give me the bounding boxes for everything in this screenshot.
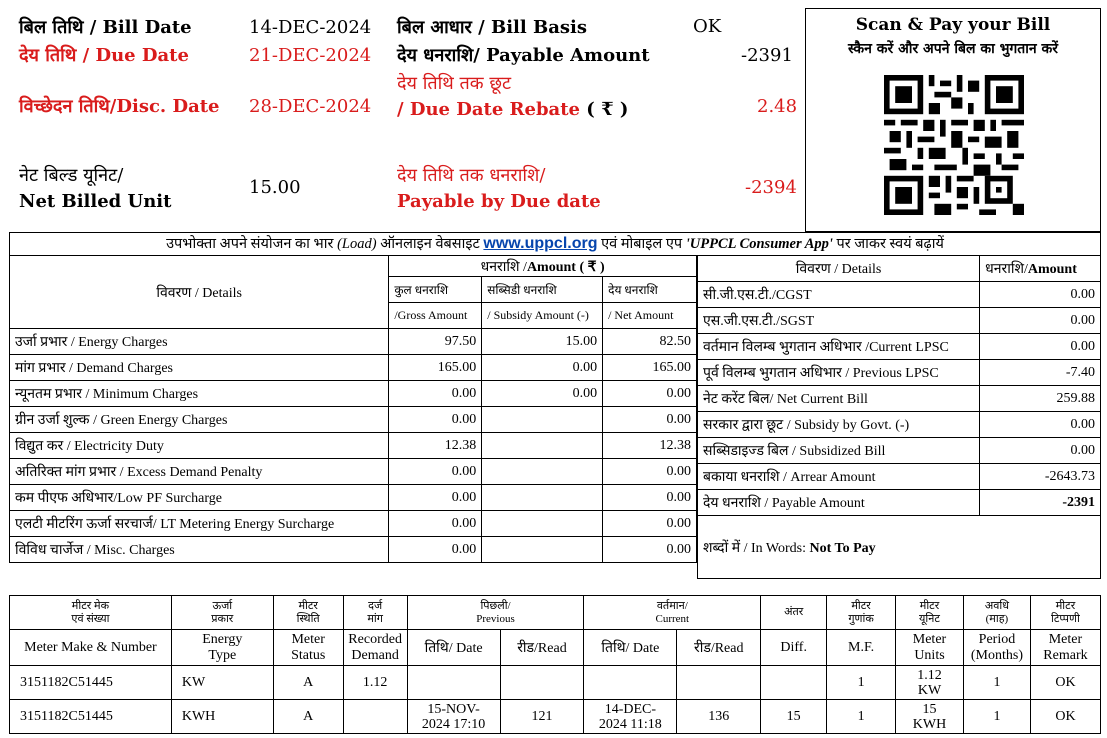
bill-basis-label: बिल आधार / Bill Basis bbox=[397, 17, 587, 38]
charge-row bbox=[10, 381, 697, 407]
summary-value: 0.00 bbox=[980, 282, 1101, 308]
charge-gross: 12.38 bbox=[389, 433, 482, 459]
meter-prev-date: 15-NOV- 2024 17:10 bbox=[407, 700, 500, 734]
meter-mf: 1 bbox=[827, 700, 896, 734]
summary-label: नेट करेंट बिल/ Net Current Bill bbox=[698, 386, 980, 412]
meter-header-read: रीड/Read bbox=[677, 630, 761, 666]
charge-label: उर्जा प्रभार / Energy Charges bbox=[10, 329, 389, 355]
summary-label: बकाया धनराशि / Arrear Amount bbox=[698, 464, 980, 490]
net-billed-unit-label-hi: नेट बिल्ड यूनिट/ bbox=[19, 165, 124, 186]
rupee-header: ( ₹ ) bbox=[579, 259, 605, 275]
qr-section bbox=[805, 8, 1101, 232]
charges-table bbox=[9, 255, 697, 563]
meter-type: KWH bbox=[171, 700, 273, 734]
charge-label: विद्युत कर / Electricity Duty bbox=[10, 433, 389, 459]
meter-header-date: तिथि/ Date bbox=[584, 630, 677, 666]
charge-row bbox=[10, 433, 697, 459]
disc-date-value: 28-DEC-2024 bbox=[249, 96, 372, 117]
charge-net: 82.50 bbox=[603, 329, 697, 355]
meter-header-en: Meter Units bbox=[896, 630, 964, 666]
summary-value: 0.00 bbox=[980, 308, 1101, 334]
meter-remark: OK bbox=[1030, 700, 1100, 734]
qr-code-icon[interactable] bbox=[884, 75, 1024, 215]
payable-amount-value: -2391 bbox=[741, 45, 793, 66]
banner-mid: ऑनलाइन वेबसाइट bbox=[380, 236, 480, 252]
meter-number: 3151182C51445 bbox=[10, 700, 172, 734]
charge-net: 0.00 bbox=[603, 407, 697, 433]
meter-header-hi: मीटर गुणांक bbox=[827, 596, 896, 630]
subsidy-header-en: / Subsidy Amount (-) bbox=[482, 303, 603, 329]
charge-gross: 0.00 bbox=[389, 485, 482, 511]
meter-header-hi: मीटर टिप्पणी bbox=[1030, 596, 1100, 630]
meter-demand bbox=[343, 700, 407, 734]
amount-header-en: Amount bbox=[526, 259, 576, 275]
net-header-hi: देय धनराशि bbox=[603, 277, 697, 303]
payable-by-due-label-en: Payable by Due date bbox=[397, 191, 601, 212]
charge-net: 0.00 bbox=[603, 381, 697, 407]
meter-curr-read bbox=[677, 666, 761, 700]
rupee-symbol: ( ₹ ) bbox=[586, 99, 629, 120]
meter-type: KW bbox=[171, 666, 273, 700]
bill-basis-value: OK bbox=[693, 16, 722, 37]
meter-header-en: Energy Type bbox=[171, 630, 273, 666]
meter-prev-date bbox=[407, 666, 500, 700]
net-billed-unit-label-en: Net Billed Unit bbox=[19, 191, 172, 212]
meter-header-hi: अंतर bbox=[761, 596, 827, 630]
charge-row bbox=[10, 537, 697, 563]
charge-subsidy bbox=[482, 511, 603, 537]
summary-value: 0.00 bbox=[980, 334, 1101, 360]
qr-title: Scan & Pay your Bill bbox=[855, 15, 1051, 35]
meter-header-en: Meter Status bbox=[273, 630, 343, 666]
charge-gross: 0.00 bbox=[389, 537, 482, 563]
due-date-value: 21-DEC-2024 bbox=[249, 45, 372, 66]
charge-subsidy bbox=[482, 485, 603, 511]
charge-gross: 0.00 bbox=[389, 381, 482, 407]
charge-gross: 0.00 bbox=[389, 459, 482, 485]
charge-gross: 97.50 bbox=[389, 329, 482, 355]
meter-table bbox=[9, 595, 1101, 734]
charge-gross: 0.00 bbox=[389, 407, 482, 433]
meter-header-en: Recorded Demand bbox=[343, 630, 407, 666]
amount-header-hi: धनराशि / bbox=[480, 259, 527, 275]
net-billed-unit-value: 15.00 bbox=[249, 177, 301, 198]
meter-units: 15 KWH bbox=[896, 700, 964, 734]
charge-row bbox=[10, 407, 697, 433]
charge-subsidy: 15.00 bbox=[482, 329, 603, 355]
due-date-label: देय तिथि / Due Date bbox=[19, 45, 189, 66]
in-words-value: Not To Pay bbox=[809, 540, 876, 556]
rebate-value: 2.48 bbox=[757, 96, 798, 117]
banner-mid2: एवं मोबाइल एप bbox=[601, 236, 683, 252]
meter-row bbox=[10, 700, 1101, 734]
charges-amount-header bbox=[389, 256, 697, 277]
meter-prev-read bbox=[500, 666, 584, 700]
charge-subsidy bbox=[482, 407, 603, 433]
meter-remark: OK bbox=[1030, 666, 1100, 700]
meter-number: 3151182C51445 bbox=[10, 666, 172, 700]
summary-row bbox=[698, 438, 1101, 464]
charge-label: न्यूनतम प्रभार / Minimum Charges bbox=[10, 381, 389, 407]
charge-net: 0.00 bbox=[603, 459, 697, 485]
summary-value: -2391 bbox=[980, 490, 1101, 516]
bill-summary bbox=[9, 8, 805, 232]
charge-gross: 165.00 bbox=[389, 355, 482, 381]
summary-value: 259.88 bbox=[980, 386, 1101, 412]
meter-header-hi: ऊर्जा प्रकार bbox=[171, 596, 273, 630]
summary-label: एस.जी.एस.टी./SGST bbox=[698, 308, 980, 334]
charge-net: 0.00 bbox=[603, 485, 697, 511]
charge-row bbox=[10, 485, 697, 511]
meter-header-date: तिथि/ Date bbox=[407, 630, 500, 666]
charge-row bbox=[10, 511, 697, 537]
summary-label: पूर्व विलम्ब भुगतान अधिभार / Previous LPSC bbox=[698, 360, 980, 386]
summary-row bbox=[698, 464, 1101, 490]
summary-label: सी.जी.एस.टी./CGST bbox=[698, 282, 980, 308]
charge-label: कम पीएफ अधिभार/Low PF Surcharge bbox=[10, 485, 389, 511]
charge-net: 165.00 bbox=[603, 355, 697, 381]
banner-pre: उपभोक्ता अपने संयोजन का भार bbox=[166, 236, 334, 252]
rebate-label-en-text: / Due Date Rebate bbox=[397, 99, 580, 120]
payable-by-due-value: -2394 bbox=[745, 177, 797, 198]
meter-row bbox=[10, 666, 1101, 700]
rebate-label-en bbox=[397, 99, 628, 121]
charge-subsidy bbox=[482, 537, 603, 563]
charge-subsidy bbox=[482, 433, 603, 459]
summary-amount-header-hi: धनराशि/ bbox=[985, 262, 1028, 277]
in-words bbox=[698, 516, 1101, 579]
meter-header-hi: मीटर मेक एवं संख्या bbox=[10, 596, 172, 630]
meter-diff bbox=[761, 666, 827, 700]
meter-mf: 1 bbox=[827, 666, 896, 700]
rebate-label-hi: देय तिथि तक छूट bbox=[397, 73, 512, 94]
charge-net: 12.38 bbox=[603, 433, 697, 459]
summary-table bbox=[697, 255, 1101, 579]
charges-details-header: विवरण / Details bbox=[10, 256, 389, 329]
meter-header-en: M.F. bbox=[827, 630, 896, 666]
meter-header-en: Meter Make & Number bbox=[10, 630, 172, 666]
bill-date-value: 14-DEC-2024 bbox=[249, 17, 372, 38]
charge-label: अतिरिक्त मांग प्रभार / Excess Demand Penalty bbox=[10, 459, 389, 485]
gross-header-hi: कुल धनराशि bbox=[389, 277, 482, 303]
charge-net: 0.00 bbox=[603, 537, 697, 563]
meter-demand: 1.12 bbox=[343, 666, 407, 700]
charge-gross: 0.00 bbox=[389, 511, 482, 537]
charge-label: विविध चार्जेज / Misc. Charges bbox=[10, 537, 389, 563]
summary-row bbox=[698, 282, 1101, 308]
meter-header-hi: पिछली/ Previous bbox=[407, 596, 584, 630]
banner-post: पर जाकर स्वयं बढ़ायें bbox=[836, 236, 944, 252]
meter-header-hi: दर्ज मांग bbox=[343, 596, 407, 630]
meter-header-en: Diff. bbox=[761, 630, 827, 666]
subsidy-header-hi: सब्सिडी धनराशि bbox=[482, 277, 603, 303]
qr-subtitle: स्कैन करें और अपने बिल का भुगतान करें bbox=[847, 41, 1059, 57]
summary-row bbox=[698, 360, 1101, 386]
bill-date-label: बिल तिथि / Bill Date bbox=[19, 17, 192, 38]
meter-prev-read: 121 bbox=[500, 700, 584, 734]
meter-status: A bbox=[273, 700, 343, 734]
in-words-label: शब्दों में / In Words: bbox=[703, 540, 807, 556]
gross-header-en: /Gross Amount bbox=[389, 303, 482, 329]
summary-details-header: विवरण / Details bbox=[698, 256, 980, 282]
load-banner bbox=[9, 232, 1101, 256]
summary-value: -7.40 bbox=[980, 360, 1101, 386]
summary-row bbox=[698, 412, 1101, 438]
meter-header-hi: मीटर यूनिट bbox=[896, 596, 964, 630]
summary-label: सब्सिडाइज्ड बिल / Subsidized Bill bbox=[698, 438, 980, 464]
summary-value: -2643.73 bbox=[980, 464, 1101, 490]
meter-header-hi: मीटर स्थिति bbox=[273, 596, 343, 630]
meter-diff: 15 bbox=[761, 700, 827, 734]
meter-curr-read: 136 bbox=[677, 700, 761, 734]
meter-header-read: रीड/Read bbox=[500, 630, 584, 666]
charge-row bbox=[10, 355, 697, 381]
banner-load: (Load) bbox=[337, 236, 377, 252]
summary-amount-header bbox=[980, 256, 1101, 282]
uppcl-link[interactable]: www.uppcl.org bbox=[483, 235, 598, 252]
charge-label: ग्रीन उर्जा शुल्क / Green Energy Charges bbox=[10, 407, 389, 433]
summary-row bbox=[698, 308, 1101, 334]
summary-value: 0.00 bbox=[980, 438, 1101, 464]
payable-by-due-label-hi: देय तिथि तक धनराशि/ bbox=[397, 165, 546, 186]
meter-header-hi: अवधि (माह) bbox=[963, 596, 1030, 630]
payable-amount-label: देय धनराशि/ Payable Amount bbox=[397, 45, 650, 66]
meter-header-hi: वर्तमान/ Current bbox=[584, 596, 761, 630]
charge-label: मांग प्रभार / Demand Charges bbox=[10, 355, 389, 381]
charge-subsidy bbox=[482, 459, 603, 485]
meter-header-en: Period (Months) bbox=[963, 630, 1030, 666]
banner-app: 'UPPCL Consumer App' bbox=[685, 236, 833, 252]
disc-date-label: विच्छेदन तिथि/Disc. Date bbox=[19, 96, 220, 117]
summary-label: देय धनराशि / Payable Amount bbox=[698, 490, 980, 516]
charge-label: एलटी मीटरिंग ऊर्जा सरचार्ज/ LT Metering Energy Surcharge bbox=[10, 511, 389, 537]
meter-period: 1 bbox=[963, 666, 1030, 700]
meter-header-en: Meter Remark bbox=[1030, 630, 1100, 666]
summary-row bbox=[698, 490, 1101, 516]
summary-row bbox=[698, 386, 1101, 412]
summary-row bbox=[698, 334, 1101, 360]
net-header-en: / Net Amount bbox=[603, 303, 697, 329]
charge-row bbox=[10, 329, 697, 355]
meter-period: 1 bbox=[963, 700, 1030, 734]
charge-row bbox=[10, 459, 697, 485]
charge-net: 0.00 bbox=[603, 511, 697, 537]
charge-subsidy: 0.00 bbox=[482, 355, 603, 381]
summary-value: 0.00 bbox=[980, 412, 1101, 438]
meter-status: A bbox=[273, 666, 343, 700]
summary-label: वर्तमान विलम्ब भुगतान अधिभार /Current LPSC bbox=[698, 334, 980, 360]
meter-curr-date: 14-DEC- 2024 11:18 bbox=[584, 700, 677, 734]
charge-subsidy: 0.00 bbox=[482, 381, 603, 407]
summary-amount-header-en: Amount bbox=[1027, 262, 1077, 277]
meter-curr-date bbox=[584, 666, 677, 700]
meter-units: 1.12 KW bbox=[896, 666, 964, 700]
summary-label: सरकार द्वारा छूट / Subsidy by Govt. (-) bbox=[698, 412, 980, 438]
